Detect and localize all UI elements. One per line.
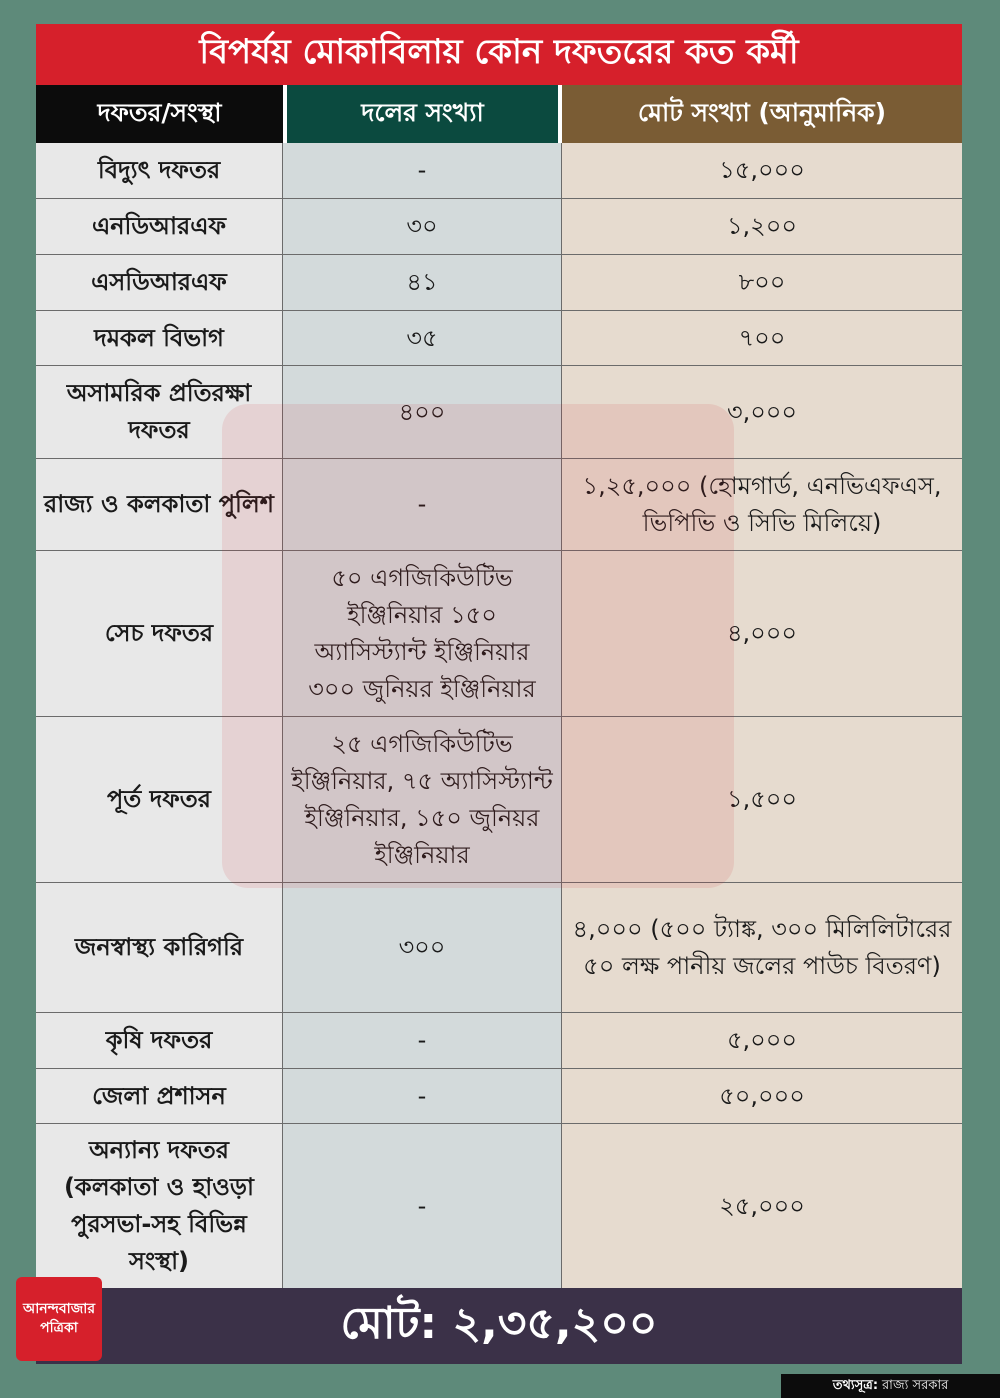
department-cell: দমকল বিভাগ: [36, 311, 283, 365]
team-count-cell: -: [283, 143, 562, 198]
source-credit: [781, 1374, 1000, 1398]
infographic-card: [36, 24, 962, 1364]
table-row: [36, 551, 962, 717]
table-row: [36, 1069, 962, 1124]
team-count-cell: -: [283, 1013, 562, 1068]
table-header-row: [36, 85, 962, 143]
table-body: [36, 143, 962, 1288]
total-count-cell: ২৫,০০০: [562, 1124, 962, 1288]
header-team-count: দলের সংখ্যা: [283, 85, 562, 143]
team-count-cell: ৩৫: [283, 311, 562, 365]
logo-line-2: পত্রিকা: [40, 1320, 78, 1336]
team-count-cell: ২৫ এগজিকিউটিভ ইঞ্জিনিয়ার, ৭৫ অ্যাসিস্ট্যান্ট ইঞ্জিনিয়ার, ১৫০ জুনিয়র ইঞ্জিনিয়ার: [283, 717, 562, 882]
total-count-cell: ৫,০০০: [562, 1013, 962, 1068]
table-row: [36, 459, 962, 551]
department-cell: অসামরিক প্রতিরক্ষা দফতর: [36, 366, 283, 458]
source-value: রাজ্য সরকার: [882, 1377, 949, 1393]
department-cell: জনস্বাস্থ্য কারিগরি: [36, 883, 283, 1012]
team-count-cell: -: [283, 459, 562, 550]
table-row: [36, 199, 962, 255]
team-count-cell: ৫০ এগজিকিউটিভ ইঞ্জিনিয়ার ১৫০ অ্যাসিস্ট্যান্ট ইঞ্জিনিয়ার ৩০০ জুনিয়র ইঞ্জিনিয়ার: [283, 551, 562, 716]
source-label: তথ্যসূত্র:: [832, 1377, 879, 1393]
total-count-cell: ৪,০০০ (৫০০ ট্যাঙ্ক, ৩০০ মিলিলিটারের ৫০ লক্ষ পানীয় জলের পাউচ বিতরণ): [562, 883, 962, 1012]
department-cell: বিদ্যুৎ দফতর: [36, 143, 283, 198]
table-row: [36, 366, 962, 459]
total-count-cell: ১৫,০০০: [562, 143, 962, 198]
department-cell: অন্যান্য দফতর (কলকাতা ও হাওড়া পুরসভা-সহ বিভিন্ন সংস্থা): [36, 1124, 283, 1288]
team-count-cell: -: [283, 1069, 562, 1123]
department-cell: পূর্ত দফতর: [36, 717, 283, 882]
team-count-cell: ৩০: [283, 199, 562, 254]
grand-total: মোট: ২,৩৫,২০০: [36, 1288, 962, 1364]
table-row: [36, 1124, 962, 1288]
department-cell: কৃষি দফতর: [36, 1013, 283, 1068]
total-count-cell: ৮০০: [562, 255, 962, 310]
header-total-count: মোট সংখ্যা (আনুমানিক): [562, 85, 962, 143]
department-cell: সেচ দফতর: [36, 551, 283, 716]
team-count-cell: ৩০০: [283, 883, 562, 1012]
team-count-cell: ৪০০: [283, 366, 562, 458]
total-count-cell: ৩,০০০: [562, 366, 962, 458]
table-row: [36, 883, 962, 1013]
table-row: [36, 311, 962, 366]
table-row: [36, 143, 962, 199]
total-count-cell: ৭০০: [562, 311, 962, 365]
total-count-cell: ৫০,০০০: [562, 1069, 962, 1123]
department-cell: রাজ্য ও কলকাতা পুলিশ: [36, 459, 283, 550]
department-cell: জেলা প্রশাসন: [36, 1069, 283, 1123]
team-count-cell: -: [283, 1124, 562, 1288]
total-count-cell: ১,৫০০: [562, 717, 962, 882]
department-cell: এনডিআরএফ: [36, 199, 283, 254]
infographic-title: বিপর্যয় মোকাবিলায় কোন দফতরের কত কর্মী: [36, 24, 962, 85]
table-row: [36, 717, 962, 883]
header-department: দফতর/সংস্থা: [36, 85, 283, 143]
total-count-cell: ১,২৫,০০০ (হোমগার্ড, এনভিএফএস, ভিপিভি ও সিভি মিলিয়ে): [562, 459, 962, 550]
table-row: [36, 255, 962, 311]
total-count-cell: ৪,০০০: [562, 551, 962, 716]
total-count-cell: ১,২০০: [562, 199, 962, 254]
department-cell: এসডিআরএফ: [36, 255, 283, 310]
publisher-logo: [16, 1277, 102, 1361]
logo-line-1: আনন্দবাজার: [22, 1301, 96, 1317]
team-count-cell: ৪১: [283, 255, 562, 310]
table-row: [36, 1013, 962, 1069]
